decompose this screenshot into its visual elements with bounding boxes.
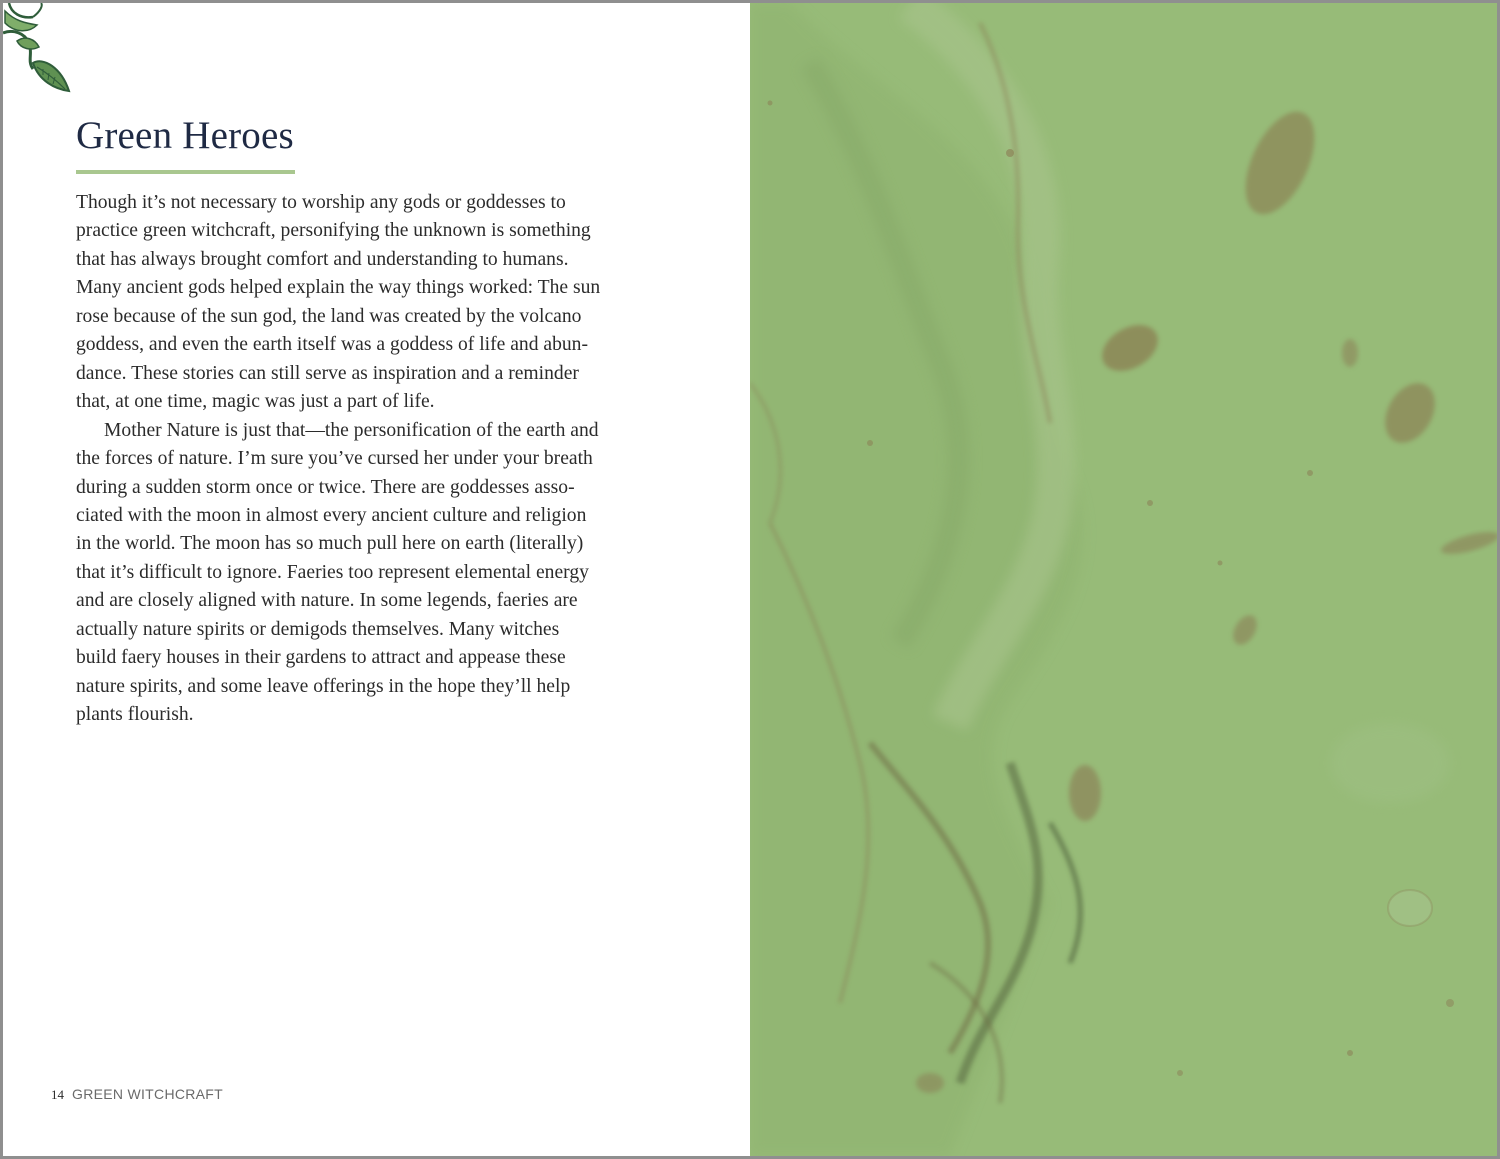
page-number: 14 [51, 1087, 64, 1102]
body-line: that has always brought comfort and understanding to humans. [76, 248, 569, 270]
book-spread [3, 3, 1497, 1156]
vine-leaf-icon [3, 3, 73, 95]
marbled-paper-texture [750, 3, 1497, 1156]
body-line: rose because of the sun god, the land was created by the volcano [76, 305, 582, 327]
body-line: nature spirits, and some leave offerings in the hope they’ll help [76, 675, 571, 697]
section-heading: Green Heroes [76, 114, 294, 157]
body-line: practice green witchcraft, personifying the unknown is something [76, 220, 591, 242]
body-line: Many ancient gods helped explain the way things worked: The sun [76, 277, 601, 299]
page-folio [51, 1086, 223, 1104]
body-line: during a sudden storm once or twice. There are goddesses asso- [76, 476, 575, 498]
heading-underline-rule [76, 170, 295, 174]
body-line: that, at one time, magic was just a part of life. [76, 391, 435, 413]
body-line: in the world. The moon has so much pull here on earth (literally) [76, 533, 584, 555]
marbled-paper-page [750, 3, 1497, 1156]
body-line: goddess, and even the earth itself was a goddess of life and abun- [76, 334, 589, 356]
left-page [3, 3, 750, 1156]
body-line: actually nature spirits or demigods themselves. Many witches [76, 618, 560, 640]
body-line: build faery houses in their gardens to attract and appease these [76, 647, 566, 669]
body-line: dance. These stories can still serve as inspiration and a reminder [76, 362, 579, 384]
body-text [76, 189, 656, 730]
body-line: ciated with the moon in almost every ancient culture and religion [76, 504, 587, 526]
body-line: plants flourish. [76, 704, 194, 726]
body-line: the forces of nature. I’m sure you’ve cursed her under your breath [76, 448, 593, 470]
body-line: Though it’s not necessary to worship any gods or goddesses to [76, 192, 566, 213]
body-line: and are closely aligned with nature. In some legends, faeries are [76, 590, 578, 612]
body-line: Mother Nature is just that—the personification of the earth and [104, 419, 599, 441]
body-line: that it’s difficult to ignore. Faeries too represent elemental energy [76, 561, 589, 583]
running-head: GREEN WITCHCRAFT [72, 1086, 224, 1102]
